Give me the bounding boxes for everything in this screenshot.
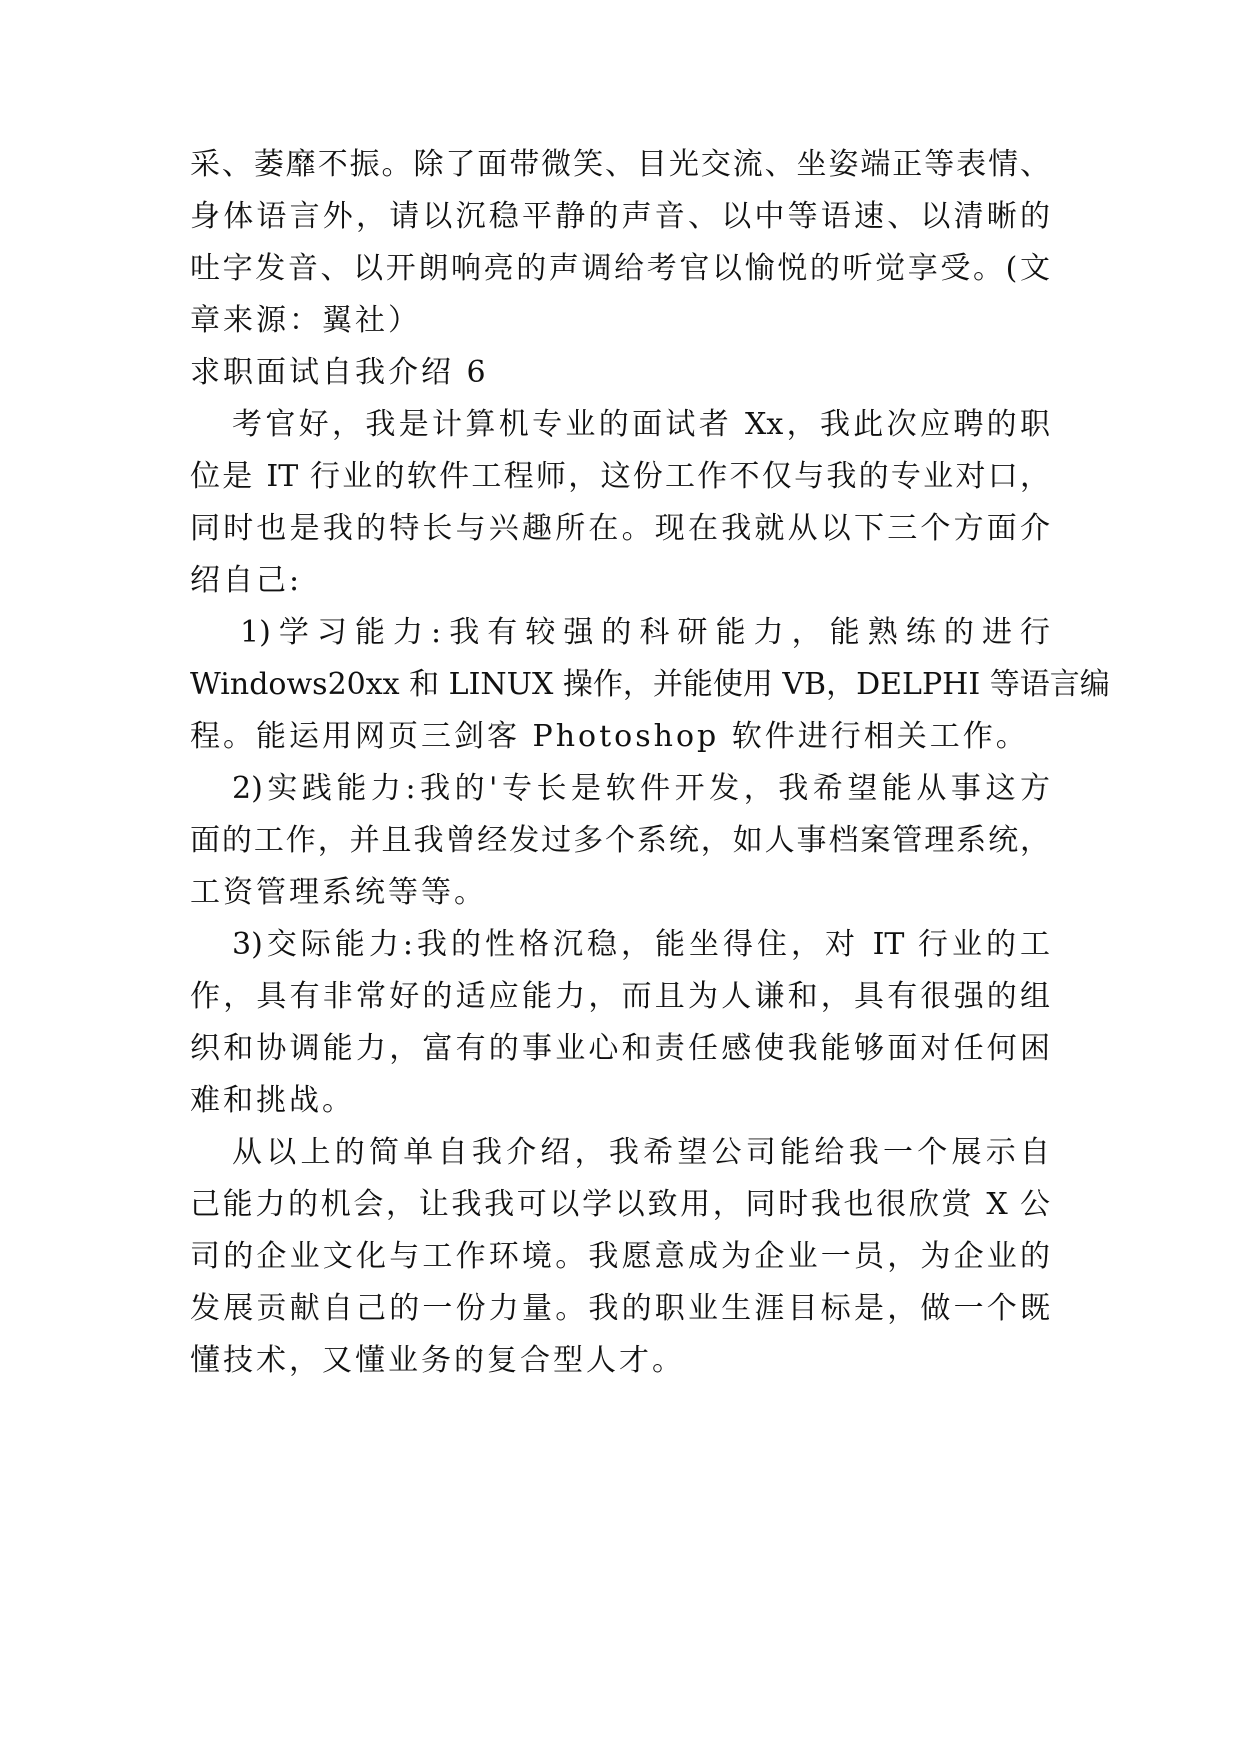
- list-item-line: 3)交际能力:我的性格沉稳，能坐得住，对 IT 行业的工: [232, 927, 1050, 962]
- list-item-line: 2)实践能力:我的'专长是软件开发，我希望能从事这方: [232, 771, 1050, 806]
- text-line: 程。能运用网页三剑客 Photoshop 软件进行相关工作。: [190, 719, 1029, 754]
- text-line: 章来源：翼社）: [190, 303, 421, 338]
- text-line: 吐字发音、以开朗响亮的声调给考官以愉悦的听觉享受。(文: [190, 251, 1050, 286]
- text-line: 位是 IT 行业的软件工程师，这份工作不仅与我的专业对口，: [190, 459, 1050, 494]
- list-item-line: 1)学习能力:我有较强的科研能力，能熟练的进行: [240, 615, 1050, 650]
- text-line: 采、萎靡不振。除了面带微笑、目光交流、坐姿端正等表情、: [190, 147, 1050, 182]
- text-line: 发展贡献自己的一份力量。我的职业生涯目标是，做一个既: [190, 1291, 1050, 1326]
- text-line: 工资管理系统等等。: [190, 875, 487, 910]
- text-line: 绍自己:: [190, 563, 303, 598]
- text-line: 作，具有非常好的适应能力，而且为人谦和，具有很强的组: [190, 979, 1050, 1014]
- text-line: 懂技术，又懂业务的复合型人才。: [190, 1343, 685, 1378]
- text-line: 面的工作，并且我曾经发过多个系统，如人事档案管理系统，: [190, 823, 1050, 858]
- paragraph-first-line: 考官好，我是计算机专业的面试者 Xx，我此次应聘的职: [232, 407, 1050, 442]
- text-line: 同时也是我的特长与兴趣所在。现在我就从以下三个方面介: [190, 511, 1050, 546]
- text-line: 难和挑战。: [190, 1083, 355, 1118]
- paragraph-first-line: 从以上的简单自我介绍，我希望公司能给我一个展示自: [232, 1135, 1050, 1170]
- text-line: 身体语言外，请以沉稳平静的声音、以中等语速、以清晰的: [190, 199, 1050, 234]
- text-line: 己能力的机会，让我我可以学以致用，同时我也很欣赏 X 公: [190, 1187, 1050, 1222]
- text-line: 司的企业文化与工作环境。我愿意成为企业一员，为企业的: [190, 1239, 1050, 1274]
- text-line: Windows20xx 和 LINUX 操作，并能使用 VB，DELPHI 等语言编: [190, 667, 1110, 702]
- section-heading: 求职面试自我介绍 6: [190, 355, 489, 390]
- text-line: 织和协调能力，富有的事业心和责任感使我能够面对任何困: [190, 1031, 1050, 1066]
